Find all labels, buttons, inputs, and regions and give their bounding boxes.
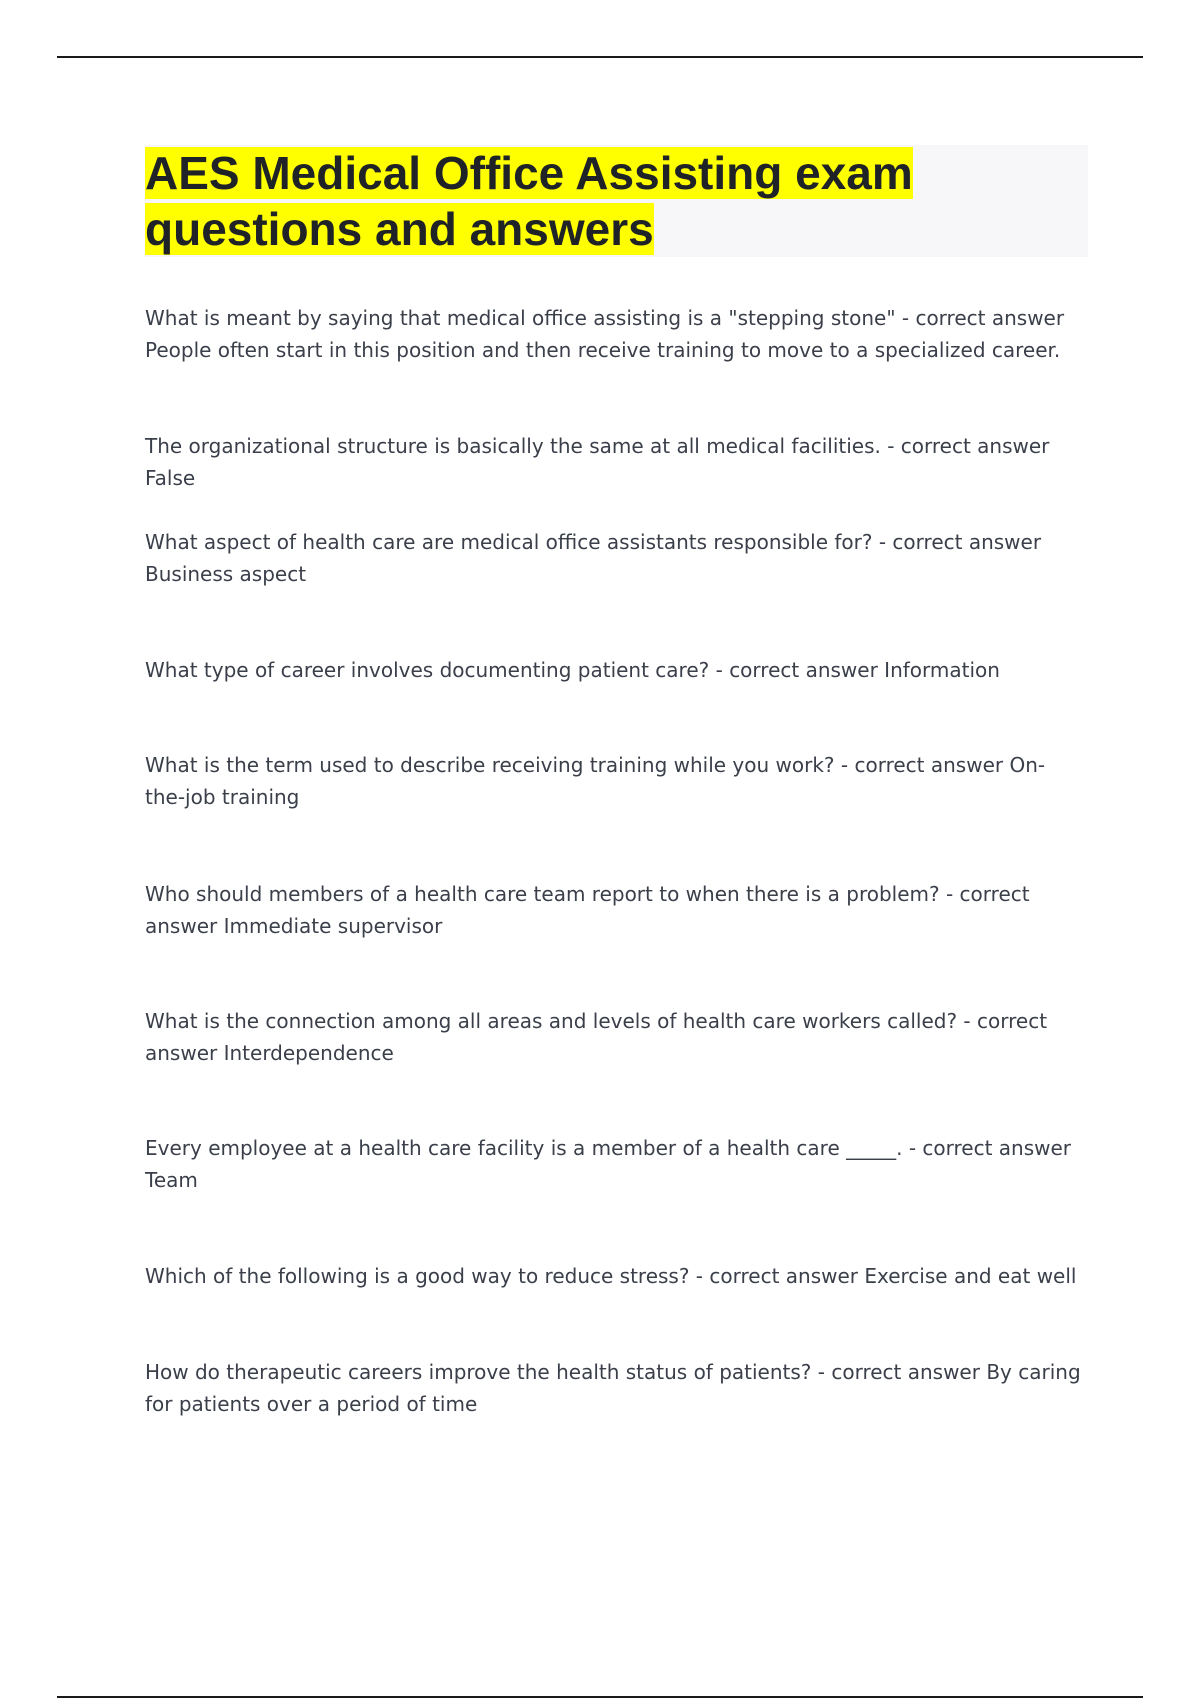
qa-item-4: What type of career involves documenting patient care? - correct answer Information — [145, 658, 1000, 682]
qa-item-2: The organizational structure is basically the same at all medical facilities. - correct answer False — [145, 434, 1050, 490]
qa-item-7: What is the connection among all areas and levels of health care workers called? - correct answer Interdependence — [145, 1009, 1048, 1065]
top-rule — [57, 56, 1143, 58]
qa-item-10: How do therapeutic careers improve the health status of patients? - correct answer By caring for patients over a period of time — [145, 1360, 1081, 1416]
qa-item-5: What is the term used to describe receiving training while you work? - correct answer On-the-job training — [145, 753, 1046, 809]
title-block — [145, 145, 1088, 257]
qa-item-1: What is meant by saying that medical office assisting is a "stepping stone" - correct answer People often start in this position and then receive training to move to a specialized career. — [145, 306, 1065, 362]
qa-item-9: Which of the following is a good way to reduce stress? - correct answer Exercise and eat well — [145, 1264, 1077, 1288]
bottom-rule — [57, 1696, 1143, 1698]
qa-item-8: Every employee at a health care facility is a member of a health care _____. - correct answer Team — [145, 1136, 1072, 1192]
document-title — [145, 145, 1088, 257]
qa-item-6: Who should members of a health care team report to when there is a problem? - correct answer Immediate supervisor — [145, 882, 1030, 938]
document-title-text: AES Medical Office Assisting exam questions and answers — [145, 147, 913, 255]
qa-item-3: What aspect of health care are medical office assistants responsible for? - correct answer Business aspect — [145, 530, 1042, 586]
